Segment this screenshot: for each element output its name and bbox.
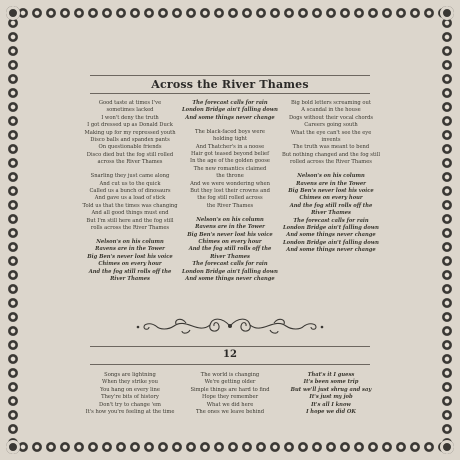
top-border (16, 6, 444, 20)
lyric-line: And gave us a load of stick (94, 195, 166, 202)
lyric-line: rolls across the River Thames (90, 225, 170, 231)
lyric-line: But nothing changed and the fog still (281, 151, 381, 158)
lyric-line: Don't try to change 'em (99, 401, 161, 408)
corner-ornament (6, 6, 20, 20)
lyric-line: River Thames (210, 253, 250, 260)
lyric-line: And some things never change (286, 232, 376, 239)
lyric-line: River Thames (110, 275, 150, 282)
page-number-rule-bottom (90, 364, 370, 365)
lyric-line: rolled across the River Thames (290, 159, 372, 166)
lyric-line: Snarling they just came along (90, 173, 170, 180)
lyric-line: The black-faced boys were (194, 128, 265, 135)
page-number-rule-top (90, 346, 370, 347)
title-rule-bottom (90, 93, 370, 94)
lyrics-stanza (272, 372, 390, 416)
lyric-line: across the River Thames (97, 159, 163, 166)
lyric-line: Nelson's on his column (196, 216, 264, 223)
lyric-line: Nelson's on his column (297, 173, 365, 180)
lyric-line: It's just my job (309, 394, 353, 401)
lyric-line: Good taste at times I've (98, 100, 162, 106)
lyric-line: Hair got teased beyond belief (191, 150, 269, 157)
lyric-line: Hope they remember (201, 394, 259, 401)
lyric-line: Ravens are in the Tower (296, 180, 366, 187)
lyric-line: Ravens are in the Tower (195, 224, 265, 231)
lyric-line: London Bridge ain't falling down (182, 268, 278, 275)
lyric-line: Chimes on every hour (98, 261, 162, 268)
lyric-line: But they lost their crowns and (190, 187, 270, 194)
lyric-line: Chimes on every hour (198, 238, 262, 245)
lyric-line: The forecast calls for rain (192, 261, 268, 268)
lyric-line: Big bold letters screaming out (291, 100, 371, 106)
lyric-line: Big Ben's never lost his voice (288, 187, 374, 194)
corner-ornament (6, 440, 20, 454)
bottom-lyrics-column-3 (272, 372, 390, 423)
lyric-line: And cut us to the quick (99, 180, 161, 187)
lyric-line: The ones we leave behind (195, 409, 265, 416)
lyric-line: We're getting older (204, 379, 256, 386)
lyric-line: The forecast calls for rain (192, 100, 268, 106)
lyric-line: the fog still rolled across (197, 195, 263, 202)
lyric-line: the River Thames (206, 202, 254, 209)
lyric-line: And all good things must end (91, 210, 169, 217)
corner-ornament (440, 6, 454, 20)
lyric-line: And Thatcher's in a noose (195, 143, 265, 150)
lyric-line: Told us that the times was changing (82, 202, 178, 209)
lyric-line: Nelson's on his column (96, 238, 164, 245)
lyric-line: Making up for my repressed youth (84, 129, 176, 136)
lyric-line: Dogs without their vocal chords (288, 114, 374, 121)
lyric-line: It's how you're feeling at the time (85, 409, 175, 416)
lyric-line: What the eye can't see the eye (290, 129, 372, 136)
page-number: 12 (223, 349, 237, 360)
lyric-line: The truth was meant to bend (292, 144, 370, 151)
lyric-line: But we'll just shrug and say (290, 386, 372, 393)
lyric-line: London Bridge ain't falling down (283, 239, 379, 246)
lyric-line: invents (321, 137, 341, 144)
lyric-line: When they strike you (102, 379, 158, 386)
lyric-line: But I'm still here and the fog still (86, 217, 174, 224)
lyric-line: Simple things are hard to find (190, 386, 270, 393)
corner-ornament (440, 440, 454, 454)
lyric-line: In the age of the golden goose (190, 158, 270, 165)
lyric-line: sometimes lacked (106, 107, 154, 114)
lyric-line: I won't deny the truth (101, 114, 159, 121)
lyric-line: They're bits of history (101, 394, 159, 401)
lyric-line: Disco balls and spandex pants (90, 137, 170, 144)
lyric-line: It's all I know (311, 401, 351, 408)
lyric-line: And the fog still rolls off the (88, 268, 172, 275)
lyric-line: And the fog still rolls off the (289, 202, 373, 209)
lyric-line: It's been some trip (303, 379, 359, 386)
lyric-line: The world is changing (200, 372, 260, 378)
lyric-line: And the fog still rolls off the (188, 246, 272, 253)
lyrics-column-3 (272, 100, 390, 261)
lyric-line: And some things never change (185, 114, 275, 121)
lyric-line: The new romantics claimed (193, 165, 267, 172)
lyric-line: Called us a bunch of dinosaurs (89, 187, 171, 194)
bottom-border (16, 440, 444, 454)
song-title: Across the River Thames (151, 78, 309, 91)
lyric-line: London Bridge ain't falling down (283, 225, 379, 231)
lyric-line: London Bridge ain't falling down (182, 107, 278, 114)
lyric-line: What we did here (206, 401, 254, 408)
lyric-line: the throne (216, 173, 244, 180)
lyric-line: And some things never change (286, 247, 376, 254)
lyric-line: I hope we did OK (306, 409, 356, 416)
lyric-line: The forecast calls for rain (293, 217, 369, 224)
lyric-line: I got dressed up as Donald Duck (87, 122, 173, 129)
lyric-line: Ravens are in the Tower (95, 246, 165, 253)
scroll-ornament-icon (130, 313, 330, 339)
title-rule-top (90, 75, 370, 76)
lyric-line: Disco died but the fog still rolled (86, 151, 174, 158)
lyric-line: holding tight (213, 136, 247, 143)
lyric-line: Careers going south (304, 122, 358, 129)
lyric-line: That's it I guess (307, 372, 355, 378)
lyric-line: Big Ben's never lost his voice (187, 231, 273, 238)
lyric-line: You hang on every line (100, 386, 160, 393)
lyric-line: And we were wondering when (190, 180, 270, 187)
lyric-line: Chimes on every hour (299, 195, 363, 202)
lyric-line: A scandal in the house (301, 107, 361, 114)
lyrics-stanza (272, 173, 390, 254)
lyric-line: Big Ben's never lost his voice (87, 253, 173, 260)
lyric-line: On questionable friends (98, 144, 162, 151)
lyric-line: River Thames (311, 210, 351, 217)
lyric-line: And some things never change (185, 275, 275, 282)
lyric-line: Songs are lightning (104, 372, 156, 378)
lyrics-stanza (272, 100, 390, 167)
